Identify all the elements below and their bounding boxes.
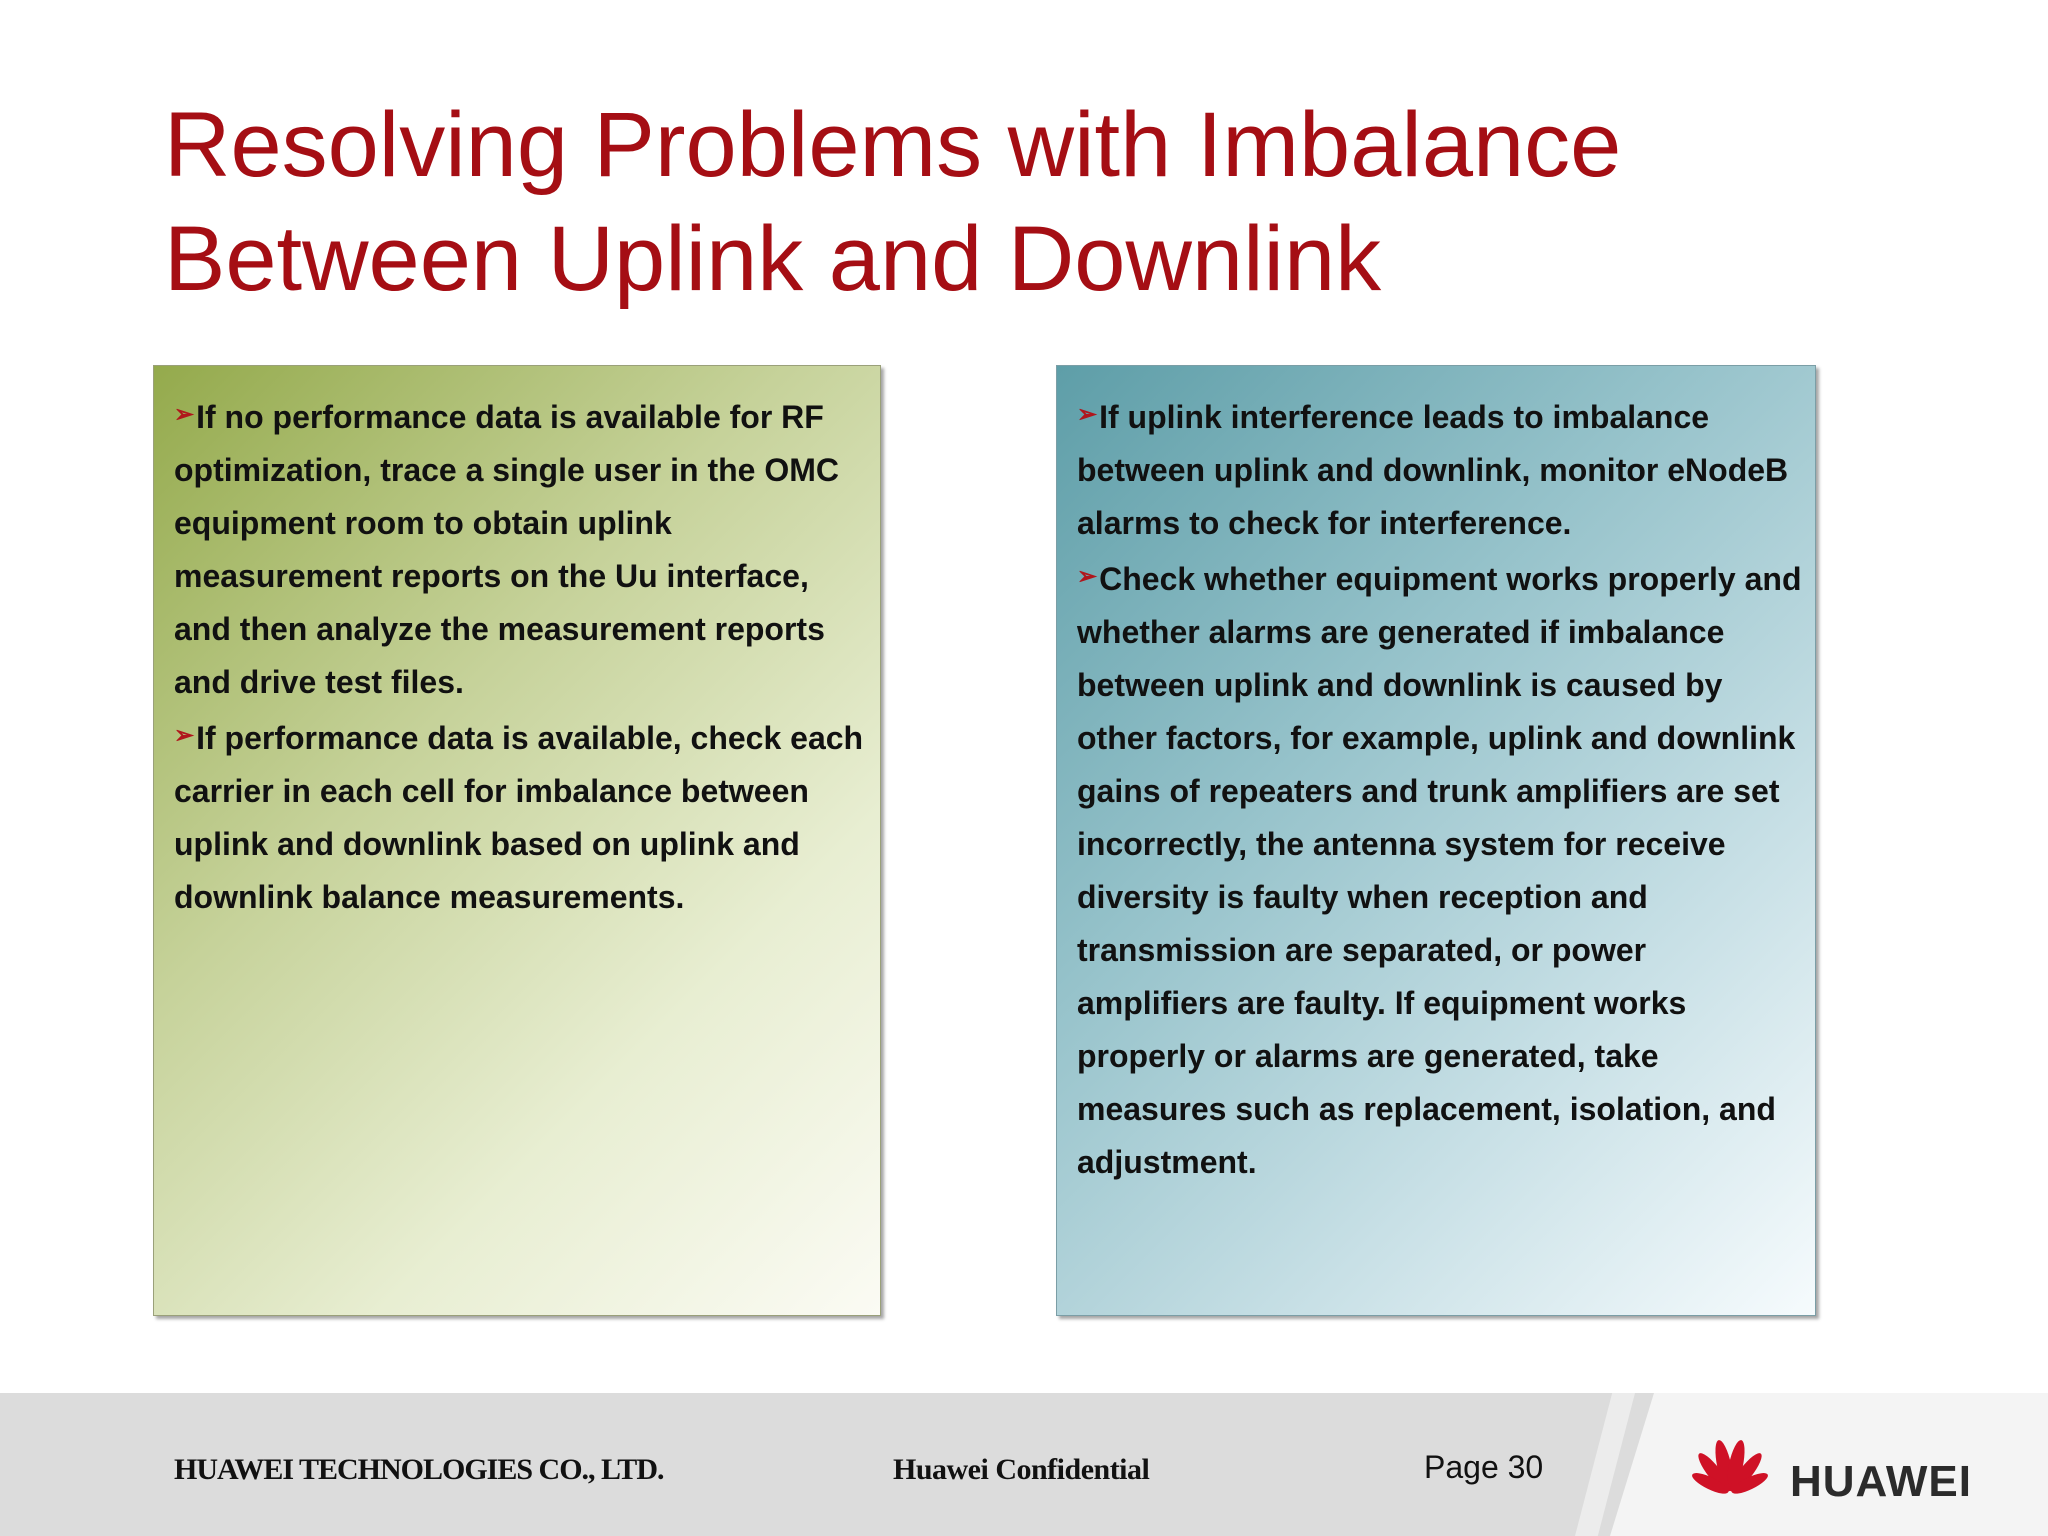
arrow-bullet-icon: ➢ [1077, 563, 1098, 590]
right-bullet-2 [1077, 550, 1805, 1189]
arrow-bullet-icon: ➢ [174, 722, 195, 749]
page-number: Page 30 [1424, 1449, 1544, 1485]
slide-footer [0, 1393, 2048, 1536]
logo-wordmark: HUAWEI [1790, 1457, 1972, 1506]
arrow-bullet-icon: ➢ [174, 401, 195, 428]
left-bullet-2-text: If performance data is available, check each carrier in each cell for imbalance between uplink and downlink based on uplink and downlink balance measurements. [174, 720, 864, 915]
left-panel-text [174, 388, 870, 924]
right-bullet-1-text: If uplink interference leads to imbalance between uplink and downlink, monitor eNodeB alarms to check for interference. [1077, 399, 1789, 541]
right-content-panel [1056, 365, 1816, 1316]
left-bullet-2 [174, 709, 870, 924]
left-content-panel [153, 365, 881, 1316]
right-bullet-1 [1077, 388, 1805, 550]
company-name: HUAWEI TECHNOLOGIES CO., LTD. [174, 1453, 664, 1486]
arrow-bullet-icon: ➢ [1077, 401, 1098, 428]
left-bullet-1-text: If no performance data is available for RF optimization, trace a single user in the OMC equipment room to obtain uplink measurement reports on the Uu interface, and then analyze the measurement reports and drive test files. [174, 399, 839, 700]
huawei-flower-logo-icon [1680, 1431, 1780, 1511]
huawei-logo [1680, 1431, 1980, 1511]
right-panel-text [1077, 388, 1805, 1189]
right-bullet-2-text: Check whether equipment works properly and whether alarms are generated if imbalance between uplink and downlink is caused by other factors, for example, uplink and downlink gains of repeaters and trunk amplifiers are set incorrectly, the antenna system for receive diversity is faulty when reception and transmission are separated, or power amplifiers are faulty. If equipment works properly or alarms are generated, take measures such as replacement, isolation, and adjustment. [1077, 561, 1802, 1180]
slide-title: Resolving Problems with Imbalance Between Uplink and Downlink [164, 94, 1622, 310]
confidential-label: Huawei Confidential [893, 1453, 1150, 1486]
left-bullet-1 [174, 388, 870, 709]
